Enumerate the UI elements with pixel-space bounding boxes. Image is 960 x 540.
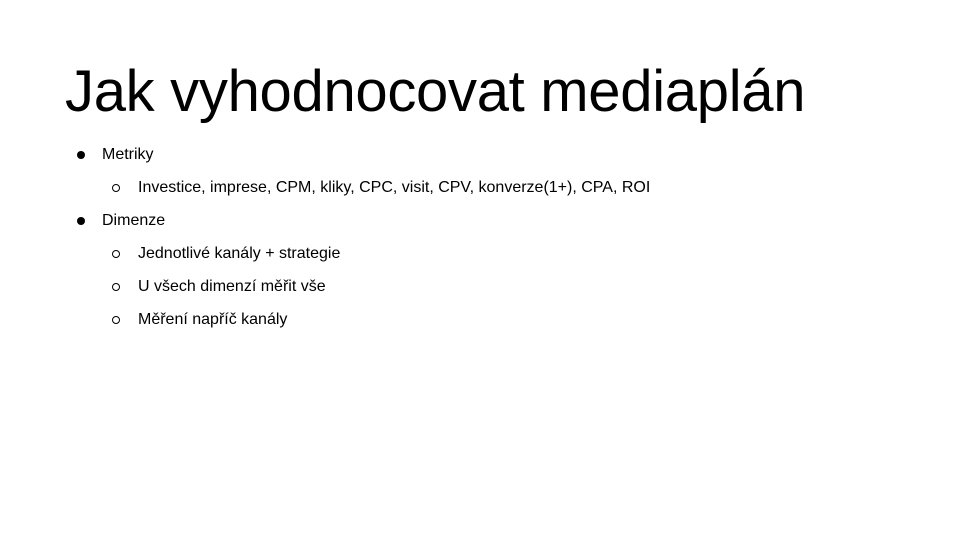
bullet-label: Dimenze <box>102 212 166 229</box>
hollow-circle-bullet-icon <box>112 283 120 291</box>
sub-bullet-item <box>0 171 960 204</box>
sub-bullet-label: Investice, imprese, CPM, kliky, CPC, visit, CPV, konverze(1+), CPA, ROI <box>138 179 651 196</box>
sub-bullet-item <box>0 237 960 270</box>
hollow-circle-bullet-icon <box>112 184 120 192</box>
filled-circle-bullet-icon <box>77 217 85 225</box>
bullet-item-metriky <box>0 138 960 171</box>
hollow-circle-bullet-icon <box>112 250 120 258</box>
sub-bullet-item <box>0 270 960 303</box>
sub-bullet-label: Jednotlivé kanály + strategie <box>138 245 341 262</box>
bullet-label: Metriky <box>102 146 154 163</box>
bullet-list <box>0 138 960 336</box>
sub-bullet-item <box>0 303 960 336</box>
hollow-circle-bullet-icon <box>112 316 120 324</box>
sub-bullet-label: Měření napříč kanály <box>138 311 288 328</box>
filled-circle-bullet-icon <box>77 151 85 159</box>
slide-title: Jak vyhodnocovat mediaplán <box>65 59 806 124</box>
bullet-item-dimenze <box>0 204 960 237</box>
sub-bullet-label: U všech dimenzí měřit vše <box>138 278 326 295</box>
